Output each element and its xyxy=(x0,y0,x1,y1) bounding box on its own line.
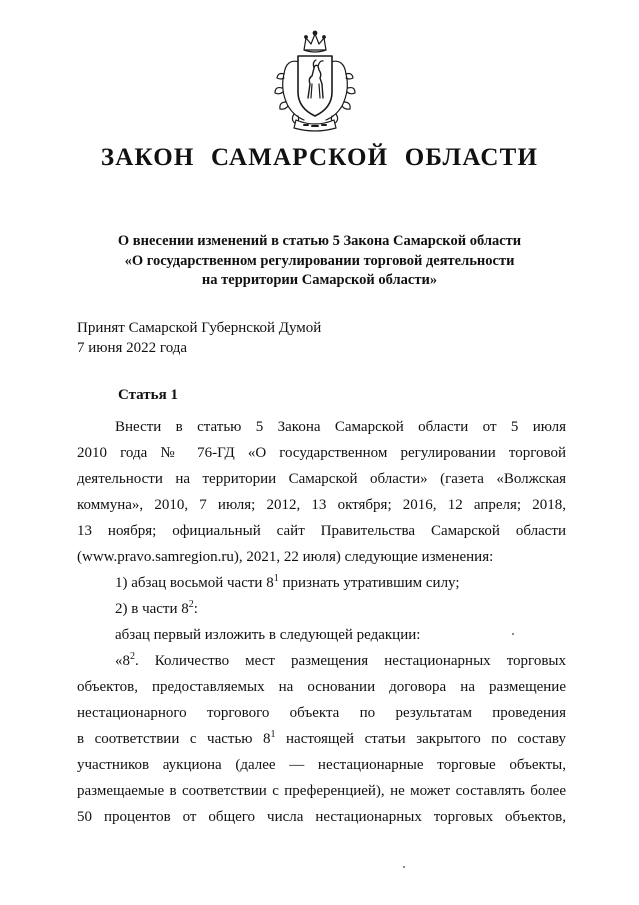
body-line: участников аукциона (далее — нестационарные торговые объекты, xyxy=(77,757,566,773)
law-title: ЗАКОН САМАРСКОЙ ОБЛАСТИ xyxy=(100,144,539,171)
scan-speck xyxy=(403,866,405,868)
adoption-info xyxy=(77,318,321,358)
body-line: нестационарного торгового объекта по результатам проведения xyxy=(77,705,566,721)
body-line: (www.pravo.samregion.ru), 2021, 22 июля) следующие изменения: xyxy=(77,549,494,565)
body-line: 2010 года № 76-ГД «О государственном регулировании торговой xyxy=(77,445,566,461)
adopted-by: Принят Самарской Губернской Думой xyxy=(77,320,322,336)
adoption-date: 7 июня 2022 года xyxy=(77,340,188,356)
law-subject xyxy=(0,232,639,291)
subject-line: «О государственном регулировании торговой деятельности xyxy=(124,252,515,269)
body-line: Внести в статью 5 Закона Самарской области от 5 июля xyxy=(115,419,566,435)
article-heading: Статья 1 xyxy=(118,387,178,403)
subject-line: на территории Самарской области» xyxy=(201,272,438,288)
body-line: деятельности на территории Самарской области» (газета «Волжская xyxy=(77,471,566,487)
article-body xyxy=(77,414,566,830)
body-line: 2) в части $8^2$: xyxy=(115,599,198,617)
body-line: 1) абзац восьмой части $8^1$ признать утратившим силу; xyxy=(115,573,460,591)
body-line: коммуна», 2010, 7 июля; 2012, 13 октября; 2016, 12 апреля; 2018, xyxy=(77,497,566,513)
subject-line: О внесении изменений в статью 5 Закона Самарской области xyxy=(117,233,522,249)
body-line: размещаемые в соответствии с преференцией), не может составлять более xyxy=(77,783,566,799)
body-line: «$8^2$. Количество мест размещения нестационарных торговых xyxy=(115,651,566,669)
coat-of-arms-emblem xyxy=(270,28,360,136)
body-line: в соответствии с частью $8^1$ настоящей статьи закрытого по составу xyxy=(77,729,566,747)
body-line: 13 ноября; официальный сайт Правительства Самарской области xyxy=(77,523,566,539)
body-line: 50 процентов от общего числа нестационарных торговых объектов, xyxy=(77,809,566,825)
scan-speck xyxy=(512,633,514,635)
body-line: объектов, предоставляемых на основании договора на размещение xyxy=(77,679,566,695)
body-line: абзац первый изложить в следующей редакции: xyxy=(115,627,421,643)
